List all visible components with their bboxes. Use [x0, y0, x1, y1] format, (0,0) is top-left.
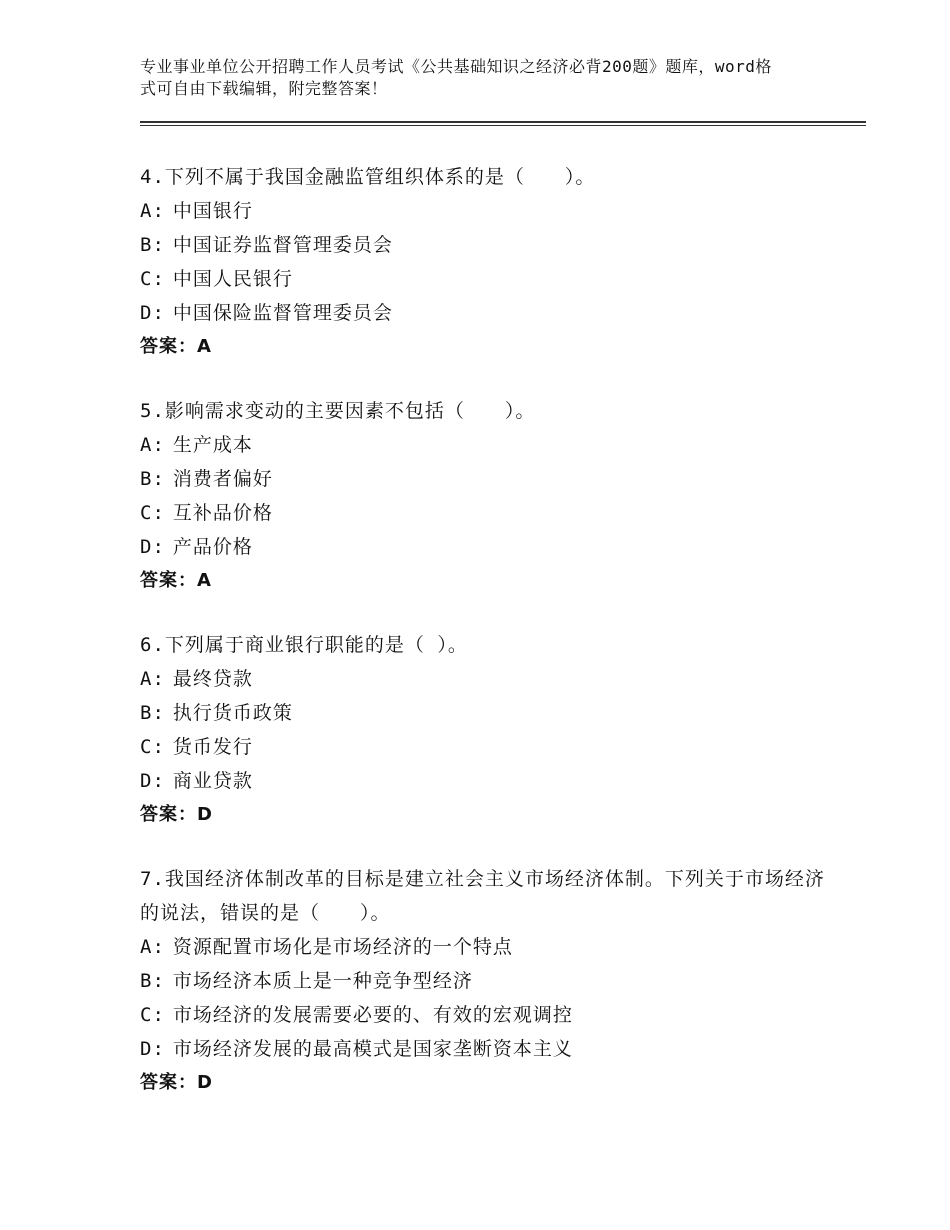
- option-text: 互补品价格: [172, 502, 273, 524]
- option-text: 中国证券监督管理委员会: [172, 234, 393, 256]
- option-text: 产品价格: [172, 536, 253, 558]
- option-key: D:: [140, 1038, 165, 1060]
- option-text: 货币发行: [172, 736, 253, 758]
- header-divider: [140, 121, 866, 123]
- option-text: 中国银行: [172, 200, 253, 222]
- option-d: [140, 764, 840, 798]
- option-d: [140, 296, 840, 330]
- option-key: C:: [140, 268, 165, 290]
- option-key: C:: [140, 736, 165, 758]
- option-text: 市场经济的发展需要必要的、有效的宏观调控: [172, 1004, 573, 1026]
- option-text: 执行货币政策: [172, 702, 293, 724]
- option-text: 消费者偏好: [172, 468, 273, 490]
- option-key: B:: [140, 468, 165, 490]
- option-key: D:: [140, 770, 165, 792]
- option-key: A:: [140, 200, 165, 222]
- question-5: [140, 394, 840, 598]
- option-a: [140, 662, 840, 696]
- question-stem: 6.下列属于商业银行职能的是（ ）。: [140, 634, 468, 656]
- option-key: D:: [140, 536, 165, 558]
- option-text: 最终贷款: [172, 668, 253, 690]
- option-b: [140, 964, 840, 998]
- option-key: B:: [140, 970, 165, 992]
- question-stem: 7.我国经济体制改革的目标是建立社会主义市场经济体制。下列关于市场经济的说法，错误的是（ ）。: [140, 868, 825, 924]
- option-key: D:: [140, 302, 165, 324]
- option-text: 中国人民银行: [172, 268, 293, 290]
- option-c: [140, 730, 840, 764]
- question-7: [140, 862, 840, 1100]
- option-d: [140, 530, 840, 564]
- question-4: [140, 160, 840, 364]
- answer-label: 答案：D: [140, 804, 213, 825]
- option-a: [140, 428, 840, 462]
- option-text: 中国保险监督管理委员会: [172, 302, 393, 324]
- option-c: [140, 262, 840, 296]
- question-stem: 4.下列不属于我国金融监管组织体系的是（ ）。: [140, 166, 596, 188]
- question-stem: 5.影响需求变动的主要因素不包括（ ）。: [140, 400, 536, 422]
- answer-label: 答案：D: [140, 1072, 213, 1093]
- answer-label: 答案：A: [140, 570, 212, 591]
- option-key: A:: [140, 668, 165, 690]
- option-key: B:: [140, 234, 165, 256]
- option-key: C:: [140, 1004, 165, 1026]
- option-text: 资源配置市场化是市场经济的一个特点: [172, 936, 513, 958]
- option-key: C:: [140, 502, 165, 524]
- option-key: A:: [140, 936, 165, 958]
- option-text: 生产成本: [172, 434, 253, 456]
- option-text: 商业贷款: [172, 770, 253, 792]
- option-a: [140, 930, 840, 964]
- option-key: A:: [140, 434, 165, 456]
- option-c: [140, 998, 840, 1032]
- question-list: [140, 160, 840, 1130]
- option-b: [140, 696, 840, 730]
- option-b: [140, 228, 840, 262]
- document-header: 专业事业单位公开招聘工作人员考试《公共基础知识之经济必背200题》题库，word格式可自由下载编辑，附完整答案！: [140, 57, 772, 98]
- option-a: [140, 194, 840, 228]
- question-6: [140, 628, 840, 832]
- option-text: 市场经济本质上是一种竞争型经济: [172, 970, 473, 992]
- answer-label: 答案：A: [140, 336, 212, 357]
- header-divider-thin: [140, 125, 866, 126]
- option-b: [140, 462, 840, 496]
- option-text: 市场经济发展的最高模式是国家垄断资本主义: [172, 1038, 573, 1060]
- option-key: B:: [140, 702, 165, 724]
- option-d: [140, 1032, 840, 1066]
- option-c: [140, 496, 840, 530]
